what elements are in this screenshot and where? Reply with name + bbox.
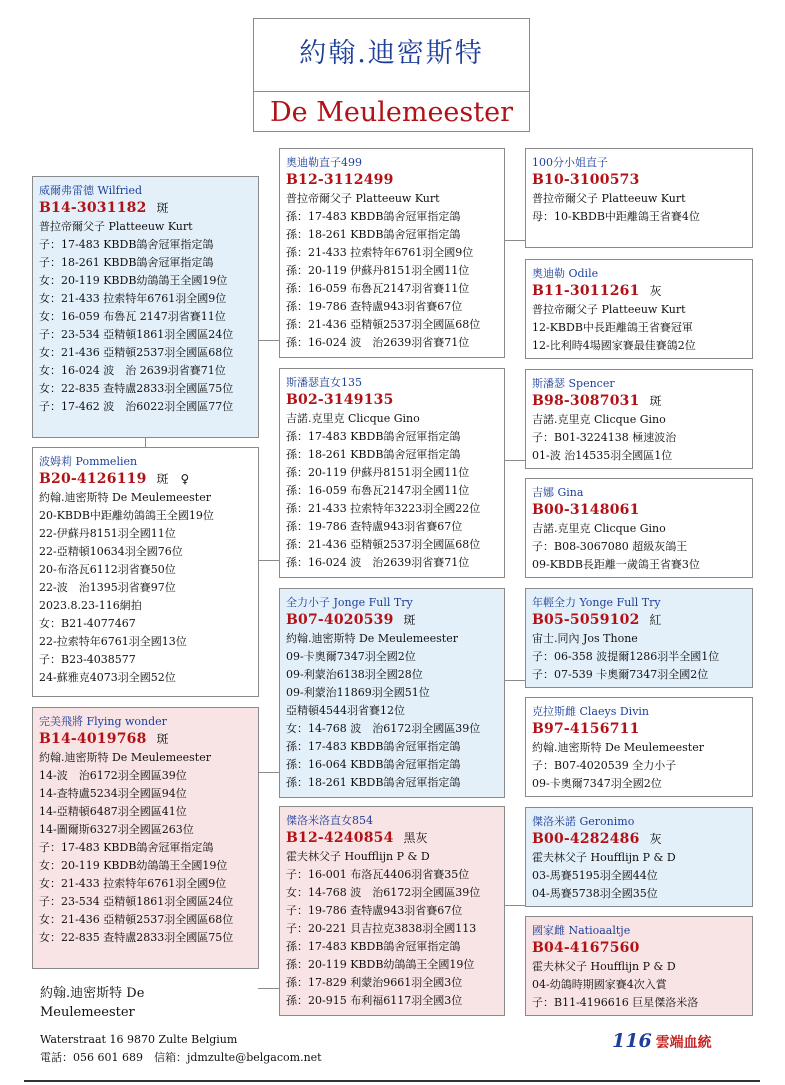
pedigree-line: 孫：21-433 拉索特年6761羽全國9位 xyxy=(286,246,474,259)
pedigree-line: 普拉帝爾父子 Platteeuw Kurt xyxy=(286,192,440,205)
pedigree-lines xyxy=(286,630,504,792)
ring-number-row xyxy=(39,470,258,489)
pedigree-lines xyxy=(39,218,258,416)
page-title-english: De Meulemeester xyxy=(270,97,513,128)
pedigree-line: 霍夫林父子 Houfflijn P & D xyxy=(532,960,676,973)
pedigree-line: 04-馬賽5738羽全國35位 xyxy=(532,887,658,900)
pedigree-line: 12-KBDB中長距離鴿王省賽冠軍 xyxy=(532,321,693,334)
pedigree-line: 子：16-001 布洛瓦4406羽省賽35位 xyxy=(286,868,470,881)
ring-number: B20-4126119 xyxy=(39,471,147,487)
pedigree-line: 子：18-261 KBDB鴿舍冠軍指定鴿 xyxy=(39,256,214,269)
pedigree-lines xyxy=(39,489,258,687)
pedigree-line: 2023.8.23-116網拍 xyxy=(39,599,142,612)
pedigree-line: 子：07-539 卡奧爾7347羽全國2位 xyxy=(532,668,709,681)
pedigree-line: 12-比利時4場國家賽最佳賽鴿2位 xyxy=(532,339,696,352)
pedigree-line: 22-伊蘇丹8151羽全國11位 xyxy=(39,527,176,540)
pedigree-lines xyxy=(286,190,504,352)
ring-number: B10-3100573 xyxy=(532,172,640,188)
pedigree-line: 宙士.同內 Jos Thone xyxy=(532,632,638,645)
pigeon-color: 灰 xyxy=(649,832,662,846)
pedigree-line: 子：17-483 KBDB鴿舍冠軍指定鴿 xyxy=(39,238,214,251)
pigeon-card-great-grandparent-1 xyxy=(525,148,753,248)
connector-line xyxy=(258,988,280,989)
ring-number: B05-5059102 xyxy=(532,612,640,628)
pedigree-line: 普拉帝爾父子 Platteeuw Kurt xyxy=(39,220,193,233)
title-box xyxy=(253,18,530,132)
pedigree-line: 孫：21-436 亞精頓2537羽全國區68位 xyxy=(286,318,481,331)
pedigree-line: 22-亞精頓10634羽全國76位 xyxy=(39,545,183,558)
pedigree-line: 女：16-024 波 治 2639羽省賽71位 xyxy=(39,364,226,377)
pedigree-line: 吉諾.克里克 Clicque Gino xyxy=(286,412,420,425)
connector-line xyxy=(504,905,526,906)
page-title-chinese: 約翰.迪密斯特 xyxy=(299,38,484,69)
pigeon-name: 吉娜 Gina xyxy=(532,486,584,499)
connector-line xyxy=(258,772,280,773)
connector-line xyxy=(258,340,280,341)
ring-number-row xyxy=(532,171,752,190)
pigeon-card-grandparent-4 xyxy=(279,806,505,1016)
pedigree-line: 子：B01-3224138 極速波治 xyxy=(532,431,677,444)
pedigree-line: 吉諾.克里克 Clicque Gino xyxy=(532,522,666,535)
pedigree-line: 20-布洛瓦6112羽省賽50位 xyxy=(39,563,176,576)
connector-line xyxy=(145,437,146,447)
pedigree-line: 孫：17-483 KBDB鴿舍冠軍指定鴿 xyxy=(286,430,461,443)
ring-number-row xyxy=(286,171,504,190)
pedigree-line: 孫：16-024 波 治2639羽省賽71位 xyxy=(286,336,470,349)
pedigree-line: 子：B23-4038577 xyxy=(39,653,136,666)
ring-number: B07-4020539 xyxy=(286,612,394,628)
connector-line xyxy=(504,680,526,681)
ring-number: B00-3148061 xyxy=(532,502,640,518)
pedigree-line: 約翰.迪密斯特 De Meulemeester xyxy=(39,751,211,764)
connector-line xyxy=(504,460,526,461)
pigeon-card-great-grandparent-4 xyxy=(525,478,753,578)
pigeon-card-great-grandparent-3 xyxy=(525,369,753,469)
pedigree-line: 女：21-436 亞精頓2537羽全國區68位 xyxy=(39,913,234,926)
pedigree-line: 約翰.迪密斯特 De Meulemeester xyxy=(39,491,211,504)
pedigree-line: 孫：19-786 查特盧943羽省賽67位 xyxy=(286,300,463,313)
breeder-phone-email: 電話：056 601 689 信箱：jdmzulte@belgacom.net xyxy=(40,1051,322,1064)
ring-number: B02-3149135 xyxy=(286,392,394,408)
pedigree-line: 子：17-462 波 治6022羽全國區77位 xyxy=(39,400,234,413)
pigeon-card-great-grandparent-7 xyxy=(525,807,753,907)
ring-number: B12-4240854 xyxy=(286,830,394,846)
pedigree-line: 14-波 治6172羽全國區39位 xyxy=(39,769,187,782)
pigeon-color: 斑 xyxy=(649,394,662,408)
pigeon-card-dam xyxy=(32,447,259,697)
pedigree-line: 09-KBDB長距離一歲鴿王省賽3位 xyxy=(532,558,700,571)
pedigree-line: 01-波 治14535羽全國區1位 xyxy=(532,449,673,462)
connector-line xyxy=(258,560,280,561)
pigeon-card-great-grandparent-6 xyxy=(525,697,753,797)
pedigree-line: 子：B11-4196616 巨星傑洛米洛 xyxy=(532,996,699,1009)
pigeon-color: 斑 ♀ xyxy=(156,472,190,486)
pedigree-line: 14-亞精頓6487羽全國區41位 xyxy=(39,805,187,818)
pedigree-line: 子：06-358 波提爾1286羽半全國1位 xyxy=(532,650,720,663)
pedigree-line: 子：B08-3067080 超級灰鴿王 xyxy=(532,540,688,553)
pedigree-line: 04-幼鴿時期國家賽4次入賞 xyxy=(532,978,667,991)
ring-number: B11-3011261 xyxy=(532,283,640,299)
pedigree-line: 孫：17-483 KBDB鴿舍冠軍指定鴿 xyxy=(286,740,461,753)
pedigree-line: 女：20-119 KBDB幼鴿鴿王全國19位 xyxy=(39,859,228,872)
pedigree-line: 孫：16-064 KBDB鴿舍冠軍指定鴿 xyxy=(286,758,461,771)
pigeon-name: 國家雌 Natioaaltje xyxy=(532,924,631,937)
pigeon-name: 斯潘瑟 Spencer xyxy=(532,377,615,390)
pigeon-card-great-grandparent-5 xyxy=(525,588,753,688)
pedigree-line: 女：B21-4077467 xyxy=(39,617,136,630)
pedigree-line: 09-卡奧爾7347羽全國2位 xyxy=(532,777,662,790)
pigeon-card-grandparent-3 xyxy=(279,588,505,798)
pedigree-line: 孫：20-915 布利福6117羽全國3位 xyxy=(286,994,463,1007)
pigeon-name: 波姆莉 Pommelien xyxy=(39,455,138,468)
pigeon-name: 克拉斯雌 Claeys Divin xyxy=(532,705,650,718)
pedigree-line: 子：B07-4020539 全力小子 xyxy=(532,759,677,772)
pedigree-line: 約翰.迪密斯特 De Meulemeester xyxy=(286,632,458,645)
pigeon-name: 威爾弗雷德 Wilfried xyxy=(39,184,143,197)
pigeon-name: 斯潘瑟直女135 xyxy=(286,376,362,389)
pedigree-line: 22-拉索特年6761羽全國13位 xyxy=(39,635,187,648)
ring-number-row xyxy=(532,720,752,739)
ring-number-row xyxy=(532,501,752,520)
pedigree-line: 24-蘇雅克4073羽全國52位 xyxy=(39,671,176,684)
pedigree-line: 孫：21-436 亞精頓2537羽全國區68位 xyxy=(286,538,481,551)
pedigree-lines xyxy=(532,411,752,465)
pigeon-name: 完美飛將 Flying wonder xyxy=(39,715,167,728)
pedigree-lines xyxy=(532,301,752,355)
pigeon-name: 傑洛米洛直女854 xyxy=(286,814,373,827)
ring-number: B97-4156711 xyxy=(532,721,640,737)
pedigree-line: 孫：16-059 布魯瓦2147羽全國11位 xyxy=(286,484,470,497)
pedigree-line: 孫：18-261 KBDB鴿舍冠軍指定鴿 xyxy=(286,228,461,241)
ring-number-row xyxy=(39,730,258,749)
logo-number: 116 xyxy=(612,1030,652,1052)
pedigree-line: 09-卡奧爾7347羽全國2位 xyxy=(286,650,416,663)
pigeon-color: 黑灰 xyxy=(403,831,428,845)
ring-number: B14-4019768 xyxy=(39,731,147,747)
pigeon-color: 斑 xyxy=(156,732,169,746)
pigeon-color: 灰 xyxy=(649,284,662,298)
pigeon-color: 紅 xyxy=(649,613,662,627)
ring-number-row xyxy=(39,199,258,218)
pedigree-line: 霍夫林父子 Houfflijn P & D xyxy=(286,850,430,863)
pedigree-line: 普拉帝爾父子 Platteeuw Kurt xyxy=(532,303,686,316)
pedigree-line: 普拉帝爾父子 Platteeuw Kurt xyxy=(532,192,686,205)
pedigree-line: 約翰.迪密斯特 De Meulemeester xyxy=(532,741,704,754)
ring-number: B12-3112499 xyxy=(286,172,394,188)
pedigree-line: 22-波 治1395羽省賽97位 xyxy=(39,581,176,594)
pigeon-name: 100分小姐直子 xyxy=(532,156,608,169)
pedigree-lines xyxy=(532,739,752,793)
pigeon-name: 傑洛米諾 Geronimo xyxy=(532,815,635,828)
pedigree-line: 14-查特盧5234羽全國區94位 xyxy=(39,787,187,800)
pedigree-lines xyxy=(286,410,504,572)
pigeon-name: 奧迪勒直子499 xyxy=(286,156,362,169)
pedigree-line: 女：22-835 查特盧2833羽全國區75位 xyxy=(39,382,234,395)
pedigree-line: 霍夫林父子 Houfflijn P & D xyxy=(532,851,676,864)
breeder-name-line: Meulemeester xyxy=(40,1005,135,1020)
pedigree-line: 孫：17-483 KBDB鴿舍冠軍指定鴿 xyxy=(286,940,461,953)
breeder-address: Waterstraat 16 9870 Zulte Belgium xyxy=(40,1033,238,1046)
pedigree-line: 03-馬賽5195羽全國44位 xyxy=(532,869,658,882)
ring-number-row xyxy=(286,829,504,848)
pedigree-lines xyxy=(39,749,258,947)
pedigree-lines xyxy=(532,520,752,574)
pigeon-name: 奧迪勒 Odile xyxy=(532,267,599,280)
pedigree-line: 子：23-534 亞精頓1861羽全國區24位 xyxy=(39,895,234,908)
pedigree-line: 孫：16-059 布魯瓦2147羽省賽11位 xyxy=(286,282,470,295)
connector-line xyxy=(504,240,526,241)
pedigree-line: 孫：20-119 伊蘇丹8151羽全國11位 xyxy=(286,264,470,277)
pedigree-lines xyxy=(532,849,752,903)
pedigree-line: 亞精頓4544羽省賽12位 xyxy=(286,704,405,717)
pedigree-line: 子：20-221 貝吉拉克3838羽全國113 xyxy=(286,922,477,935)
ring-number-row xyxy=(532,830,752,849)
logo-text: 雲端血統 xyxy=(655,1035,712,1051)
pedigree-line: 女：22-835 查特盧2833羽全國區75位 xyxy=(39,931,234,944)
pedigree-lines xyxy=(532,630,752,684)
pigeon-name: 年輕全力 Yonge Full Try xyxy=(532,596,661,609)
pedigree-line: 女：14-768 波 治6172羽全國區39位 xyxy=(286,886,481,899)
pedigree-line: 孫：16-024 波 治2639羽省賽71位 xyxy=(286,556,470,569)
ring-number-row xyxy=(532,939,752,958)
pedigree-line: 吉諾.克里克 Clicque Gino xyxy=(532,413,666,426)
pedigree-line: 子：23-534 亞精頓1861羽全國區24位 xyxy=(39,328,234,341)
pedigree-line: 子：19-786 查特盧943羽省賽67位 xyxy=(286,904,463,917)
pigeon-card-grandparent-2 xyxy=(279,368,505,578)
pigeon-name: 全力小子 Jonge Full Try xyxy=(286,596,413,609)
pedigree-lines xyxy=(286,848,504,1010)
ring-number: B98-3087031 xyxy=(532,393,640,409)
pedigree-line: 女：14-768 波 治6172羽全國區39位 xyxy=(286,722,481,735)
pedigree-line: 09-利蒙治11869羽全國51位 xyxy=(286,686,430,699)
pedigree-lines xyxy=(532,190,752,226)
pedigree-line: 孫：20-119 伊蘇丹8151羽全國11位 xyxy=(286,466,470,479)
pedigree-line: 孫：17-483 KBDB鴿舍冠軍指定鴿 xyxy=(286,210,461,223)
pedigree-line: 09-利蒙治6138羽全國28位 xyxy=(286,668,423,681)
ring-number-row xyxy=(286,611,504,630)
pedigree-line: 孫：18-261 KBDB鴿舍冠軍指定鴿 xyxy=(286,776,461,789)
ring-number-row xyxy=(532,392,752,411)
ring-number: B00-4282486 xyxy=(532,831,640,847)
pigeon-card-great-grandparent-8 xyxy=(525,916,753,1016)
pedigree-line: 女：21-436 亞精頓2537羽全國區68位 xyxy=(39,346,234,359)
pedigree-line: 孫：19-786 查特盧943羽省賽67位 xyxy=(286,520,463,533)
pedigree-line: 孫：17-829 利蒙治9661羽全國3位 xyxy=(286,976,463,989)
pedigree-lines xyxy=(532,958,752,1012)
pigeon-card-flying-wonder xyxy=(32,707,259,969)
breeder-name-line: 約翰.迪密斯特 De xyxy=(40,986,145,1001)
pedigree-line: 女：16-059 布魯瓦 2147羽省賽11位 xyxy=(39,310,226,323)
cloud-pedigree-logo xyxy=(612,1030,722,1056)
ring-number-row xyxy=(286,391,504,410)
pigeon-card-great-grandparent-2 xyxy=(525,259,753,359)
pedigree-line: 女：21-433 拉索特年6761羽全國9位 xyxy=(39,877,227,890)
pigeon-color: 斑 xyxy=(156,201,169,215)
pedigree-line: 女：20-119 KBDB幼鴿鴿王全國19位 xyxy=(39,274,228,287)
pedigree-line: 孫：21-433 拉索特年3223羽全國22位 xyxy=(286,502,481,515)
ring-number-row xyxy=(532,611,752,630)
pigeon-card-grandparent-1 xyxy=(279,148,505,358)
pedigree-line: 子：17-483 KBDB鴿舍冠軍指定鴿 xyxy=(39,841,214,854)
breeder-contact xyxy=(40,1031,322,1067)
pigeon-card-sire xyxy=(32,176,259,438)
ring-number: B14-3031182 xyxy=(39,200,147,216)
pedigree-line: 母：10-KBDB中距離鴿王省賽4位 xyxy=(532,210,700,223)
title-divider xyxy=(254,91,529,92)
pedigree-line: 女：21-433 拉索特年6761羽全國9位 xyxy=(39,292,227,305)
breeder-name xyxy=(40,984,240,1022)
bottom-divider xyxy=(24,1080,760,1082)
ring-number: B04-4167560 xyxy=(532,940,640,956)
pigeon-color: 斑 xyxy=(403,613,416,627)
pedigree-line: 孫：18-261 KBDB鴿舍冠軍指定鴿 xyxy=(286,448,461,461)
pedigree-line: 孫：20-119 KBDB幼鴿鴿王全國19位 xyxy=(286,958,475,971)
pedigree-line: 20-KBDB中距離幼鴿鴿王全國19位 xyxy=(39,509,214,522)
ring-number-row xyxy=(532,282,752,301)
pedigree-line: 14-圖爾斯6327羽全國區263位 xyxy=(39,823,194,836)
